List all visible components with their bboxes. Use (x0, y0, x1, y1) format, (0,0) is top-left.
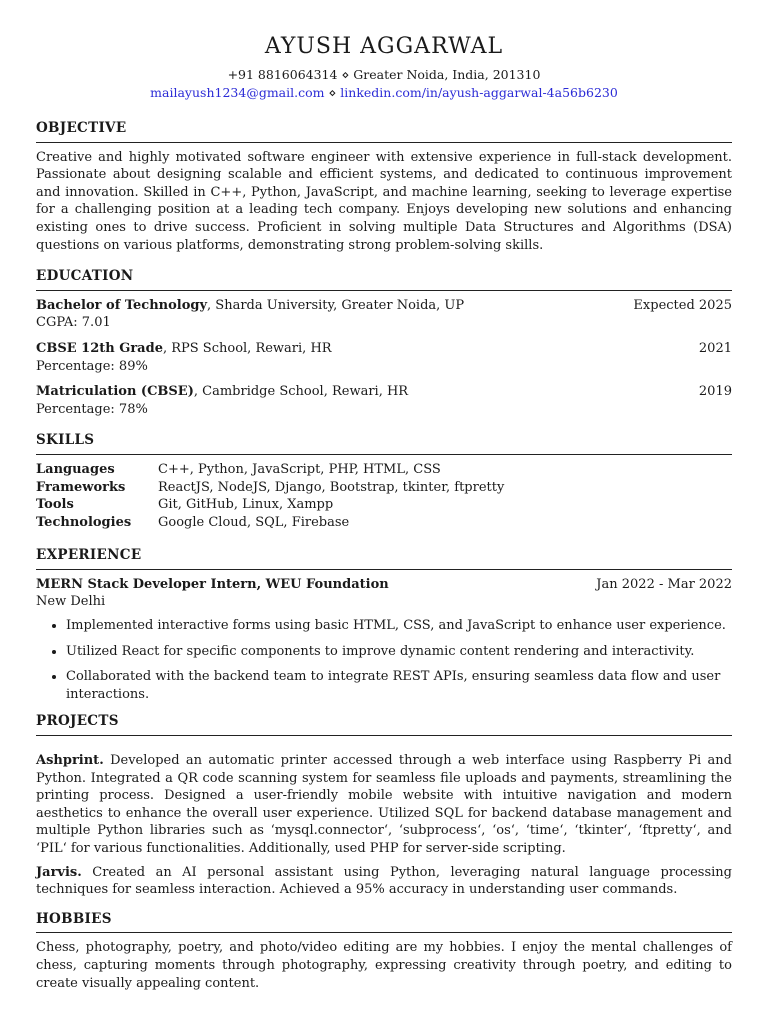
skills-category: Tools (36, 497, 74, 513)
skills-value: C++, Python, JavaScript, PHP, HTML, CSS (158, 461, 441, 477)
skills-category: Frameworks (36, 479, 126, 495)
experience-location: New Delhi (36, 594, 106, 610)
education-date: 2019 (698, 384, 732, 400)
skills-value: ReactJS, NodeJS, Django, Bootstrap, tkinter, ftpretty (158, 479, 505, 495)
education-item (36, 340, 732, 375)
education-heading: EDUCATION (36, 268, 732, 291)
education-date: Expected 2025 (633, 297, 732, 313)
project-name: Jarvis. (36, 864, 82, 880)
project-name: Ashprint. (36, 753, 104, 769)
education-detail: Percentage: 89% (36, 358, 148, 374)
education-detail: CGPA: 7.01 (36, 315, 111, 331)
skills-row (36, 461, 732, 479)
list-item: • Utilized React for specific components to improve dynamic content rendering and interactivity. (66, 643, 732, 661)
resume-page (36, 28, 732, 992)
separator: ⋄ (341, 67, 350, 82)
skills-heading: SKILLS (36, 432, 732, 455)
skills-value: Google Cloud, SQL, Firebase (158, 514, 350, 530)
projects-list (36, 752, 732, 899)
skills-row (36, 514, 732, 532)
skills-category: Technologies (36, 514, 132, 530)
education-item (36, 297, 732, 332)
degree: CBSE 12th Grade (36, 340, 163, 356)
degree: Bachelor of Technology (36, 297, 208, 313)
skills-category: Languages (36, 461, 115, 477)
education-item (36, 383, 732, 418)
skills-row (36, 496, 732, 514)
institution: , RPS School, Rewari, HR (162, 340, 332, 356)
projects-heading: PROJECTS (36, 713, 732, 736)
experience-heading: EXPERIENCE (36, 547, 732, 570)
hobbies-heading: HOBBIES (36, 911, 732, 934)
institution: , Cambridge School, Rewari, HR (193, 384, 409, 400)
education-date: 2021 (698, 340, 732, 356)
education-detail: Percentage: 78% (36, 401, 148, 417)
hobbies-text: Chess, photography, poetry, and photo/video editing are my hobbies. I enjoy the mental challenges of chess, capturing moments through photography, expressing creativity through poetry, and editing to create visually appealing content. (36, 940, 732, 991)
linkedin-link[interactable]: linkedin.com/in/ayush-aggarwal-4a56b6230 (340, 85, 618, 100)
project-item (36, 752, 732, 858)
objective-heading: OBJECTIVE (36, 120, 732, 143)
experience-entry (36, 576, 732, 704)
location: Greater Noida, India, 201310 (353, 67, 541, 82)
list-item: • Implemented interactive forms using basic HTML, CSS, and JavaScript to enhance user experience. (66, 617, 732, 635)
experience-date: Jan 2022 - Mar 2022 (596, 576, 732, 592)
project-item (36, 864, 732, 899)
separator: ⋄ (328, 85, 337, 100)
experience-role: MERN Stack Developer Intern, WEU Foundation (36, 576, 389, 592)
contact-line (36, 66, 732, 84)
project-text: Created an AI personal assistant using Python, leveraging natural language processing techniques for seamless interaction. Achieved a 95% accuracy in understanding user commands. (36, 864, 733, 898)
degree: Matriculation (CBSE) (36, 384, 194, 400)
experience-bullets (36, 617, 732, 703)
project-text: Developed an automatic printer accessed through a web interface using Raspberry Pi and Python. Integrated a QR code scanning system for seamless file uploads and payments, streamlining the printing process. Designed a user-friendly mobile website with intuitive navigation and modern aesthetics to enhance the overall user experience. Utilized SQL for backend database management and multiple Python libraries such as ‘mysql.connector‘, ‘subprocess‘, ‘os‘, ‘time‘, ‘tkinter‘, ‘ftpretty‘, and ‘PIL‘ for various functionalities. Additionally, used PHP for server-side scripting. (36, 753, 732, 856)
list-item: • Collaborated with the backend team to integrate REST APIs, ensuring seamless data flow and user interactions. (66, 668, 732, 703)
links-line (36, 84, 732, 102)
institution: , Sharda University, Greater Noida, UP (207, 297, 465, 313)
skills-list (36, 461, 732, 531)
education-list (36, 297, 732, 419)
phone-number: +91 8816064314 (227, 67, 338, 82)
objective-text: Creative and highly motivated software engineer with extensive experience in full-stack development. Passionate about designing scalable and efficient systems, and dedicated to continuous improvement and innovation. Skilled in C++, Python, JavaScript, and machine learning, seeking to leverage expertise for a challenging position at a leading tech company. Enjoys developing new solutions and enhancing existing ones to drive success. Proficient in solving multiple Data Structures and Algorithms (DSA) questions on various platforms, demonstrating strong problem-solving skills. (36, 149, 732, 253)
resume-name: AYUSH AGGARWAL (264, 34, 504, 59)
skills-row (36, 479, 732, 497)
skills-value: Git, GitHub, Linux, Xampp (158, 497, 334, 513)
email-link[interactable]: mailayush1234@gmail.com (150, 85, 325, 100)
